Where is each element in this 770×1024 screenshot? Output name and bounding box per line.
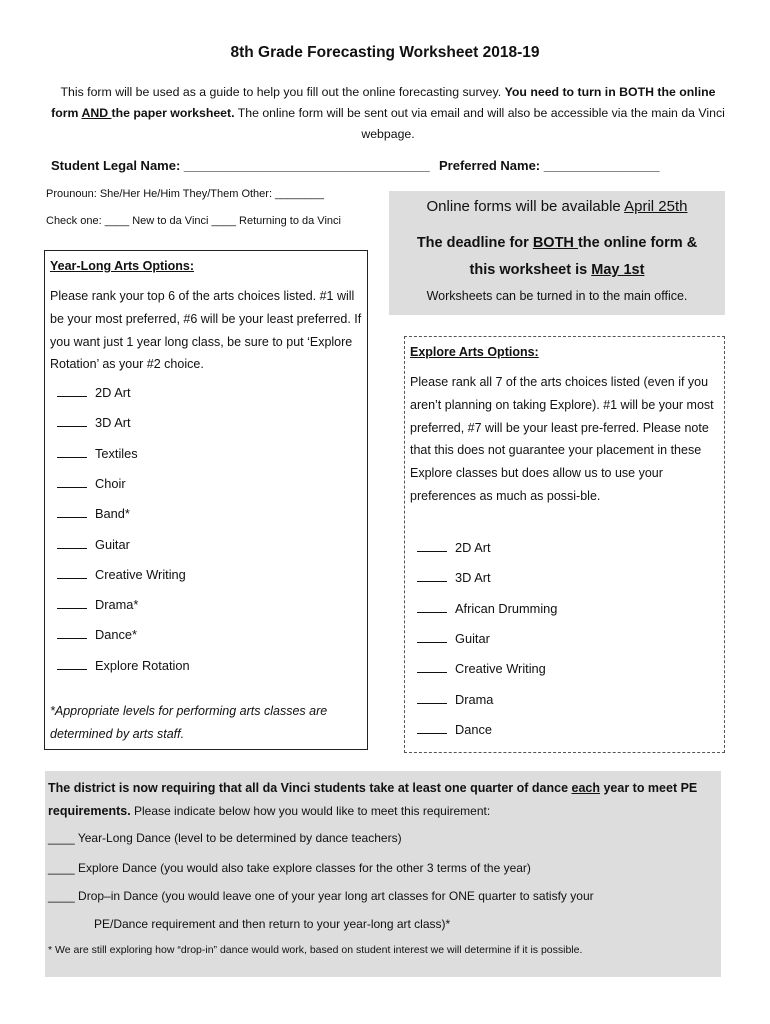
option-label: 2D Art bbox=[455, 540, 491, 555]
deadline-date: May 1st bbox=[591, 262, 645, 278]
rank-blank[interactable] bbox=[57, 395, 87, 397]
rank-blank[interactable] bbox=[417, 611, 447, 613]
rank-blank[interactable] bbox=[57, 516, 87, 518]
rank-blank[interactable] bbox=[417, 550, 447, 552]
option-row[interactable] bbox=[57, 597, 138, 612]
option-label: Drama* bbox=[95, 597, 139, 613]
rank-blank[interactable] bbox=[57, 486, 87, 488]
student-name-field[interactable]: Student Legal Name: __________________________________ bbox=[51, 158, 430, 173]
rank-blank[interactable] bbox=[417, 702, 447, 704]
option-row[interactable] bbox=[417, 661, 546, 676]
rank-blank[interactable] bbox=[57, 425, 87, 427]
intro-bold-2: the paper worksheet. bbox=[111, 106, 235, 120]
option-row[interactable] bbox=[57, 446, 138, 461]
option-row[interactable] bbox=[417, 722, 492, 737]
option-label: Band* bbox=[95, 506, 130, 522]
rank-blank[interactable] bbox=[417, 732, 447, 734]
deadline-text: The deadline for bbox=[416, 235, 533, 251]
option-row[interactable] bbox=[57, 627, 137, 642]
deadline-text-2: the online form & bbox=[577, 235, 698, 251]
option-label: Guitar bbox=[455, 630, 490, 646]
dance-heading-text: The district is now requiring that all da Vinci students take at least one quarter of dance bbox=[48, 781, 572, 795]
intro-text-2: The online form will be sent out via email and will also be accessible via the main da Vinci webpage. bbox=[234, 106, 725, 141]
check-one-line[interactable]: Check one: ____ New to da Vinci ____ Returning to da Vinci bbox=[46, 215, 341, 227]
rank-blank[interactable] bbox=[57, 547, 87, 549]
dance-heading-each: each bbox=[571, 781, 600, 795]
deadline-text-3: this worksheet is bbox=[469, 262, 592, 278]
option-row[interactable] bbox=[57, 506, 130, 521]
option-row[interactable] bbox=[57, 658, 190, 673]
option-label: Choir bbox=[95, 475, 126, 491]
preferred-name-field[interactable]: Preferred Name: ________________ bbox=[438, 158, 660, 173]
rank-blank[interactable] bbox=[417, 641, 447, 643]
option-label: African Drumming bbox=[455, 600, 558, 616]
option-label: Drama bbox=[455, 691, 494, 707]
dance-heading bbox=[48, 777, 718, 823]
rank-blank[interactable] bbox=[57, 607, 87, 609]
option-row[interactable] bbox=[57, 476, 126, 491]
option-label: 3D Art bbox=[455, 570, 491, 586]
option-row[interactable] bbox=[57, 415, 131, 430]
option-label: 3D Art bbox=[95, 415, 131, 431]
online-available-text: Online forms will be available bbox=[426, 198, 625, 215]
option-label: Dance* bbox=[95, 627, 137, 643]
intro-text: This form will be used as a guide to help you fill out the online forecasting survey. bbox=[60, 85, 505, 99]
option-label: Explore Rotation bbox=[95, 657, 190, 673]
option-label: 2D Art bbox=[95, 385, 131, 400]
online-forms-box bbox=[389, 191, 725, 315]
dance-option-drop-in-cont: PE/Dance requirement and then return to your year-long art class)* bbox=[94, 917, 451, 931]
deadline-lines bbox=[389, 230, 725, 284]
name-line bbox=[51, 158, 659, 173]
option-row[interactable] bbox=[417, 601, 557, 616]
option-label: Textiles bbox=[95, 445, 138, 461]
dance-option-year-long[interactable]: ____ Year-Long Dance (level to be determined by dance teachers) bbox=[48, 831, 402, 845]
rank-blank[interactable] bbox=[417, 580, 447, 582]
deadline-both: BOTH bbox=[532, 235, 578, 251]
year-long-heading: Year-Long Arts Options: bbox=[50, 259, 194, 273]
dance-option-explore[interactable]: ____ Explore Dance (you would also take explore classes for the other 3 terms of the year) bbox=[48, 861, 531, 875]
rank-blank[interactable] bbox=[417, 671, 447, 673]
turn-in-note: Worksheets can be turned in to the main office. bbox=[426, 289, 688, 303]
online-available-line bbox=[389, 198, 725, 215]
year-long-arts-box bbox=[44, 250, 368, 750]
year-long-instructions: Please rank your top 6 of the arts choices listed. #1 will be your most preferred, #6 will be your least preferred. If you want just 1 year long class, be sure to put ‘Explore Rotation’ as your #2 choice. bbox=[50, 289, 362, 372]
intro-paragraph bbox=[48, 82, 728, 145]
explore-instructions: Please rank all 7 of the arts choices listed (even if you aren’t planning on taking Explore). #1 will be your most preferred, #7 will be your least pre-ferred. Please note that this does not guarantee your placement in these Explore classes but does allow us to use your preferences as much as possi-ble. bbox=[410, 375, 714, 503]
rank-blank[interactable] bbox=[57, 456, 87, 458]
dance-heading-instruction: Please indicate below how you would like to meet this requirement: bbox=[130, 804, 491, 818]
option-row[interactable] bbox=[57, 567, 186, 582]
intro-bold: You need to turn in BOTH the online form bbox=[51, 85, 716, 120]
option-row[interactable] bbox=[417, 631, 490, 646]
rank-blank[interactable] bbox=[57, 668, 87, 670]
option-row[interactable] bbox=[57, 385, 131, 400]
option-row[interactable] bbox=[417, 540, 491, 555]
rank-blank[interactable] bbox=[57, 637, 87, 639]
rank-blank[interactable] bbox=[57, 577, 87, 579]
option-label: Creative Writing bbox=[455, 661, 546, 677]
dance-requirement-box bbox=[45, 771, 721, 977]
explore-arts-box bbox=[404, 336, 725, 753]
pronoun-line[interactable]: Prounoun: She/Her He/Him They/Them Other: ________ bbox=[46, 188, 325, 200]
option-label: Guitar bbox=[95, 536, 130, 552]
explore-heading: Explore Arts Options: bbox=[410, 345, 539, 359]
intro-bold-and: AND bbox=[81, 106, 112, 120]
option-label: Dance bbox=[455, 721, 492, 737]
option-label: Creative Writing bbox=[95, 566, 186, 582]
option-row[interactable] bbox=[57, 537, 130, 552]
dance-heading-text-2: year to meet PE requirements. bbox=[48, 781, 698, 818]
dance-footnote: * We are still exploring how “drop-in” dance would work, based on student interest we will determine if it is possible. bbox=[48, 944, 583, 956]
online-available-date: April 25th bbox=[624, 198, 688, 215]
year-long-note: *Appropriate levels for performing arts classes are determined by arts staff. bbox=[50, 704, 328, 741]
page-title: 8th Grade Forecasting Worksheet 2018-19 bbox=[230, 44, 540, 61]
option-row[interactable] bbox=[417, 570, 491, 585]
dance-option-drop-in[interactable]: ____ Drop–in Dance (you would leave one of your year long art classes for ONE quarter to satisfy your bbox=[48, 889, 594, 903]
option-row[interactable] bbox=[417, 692, 493, 707]
